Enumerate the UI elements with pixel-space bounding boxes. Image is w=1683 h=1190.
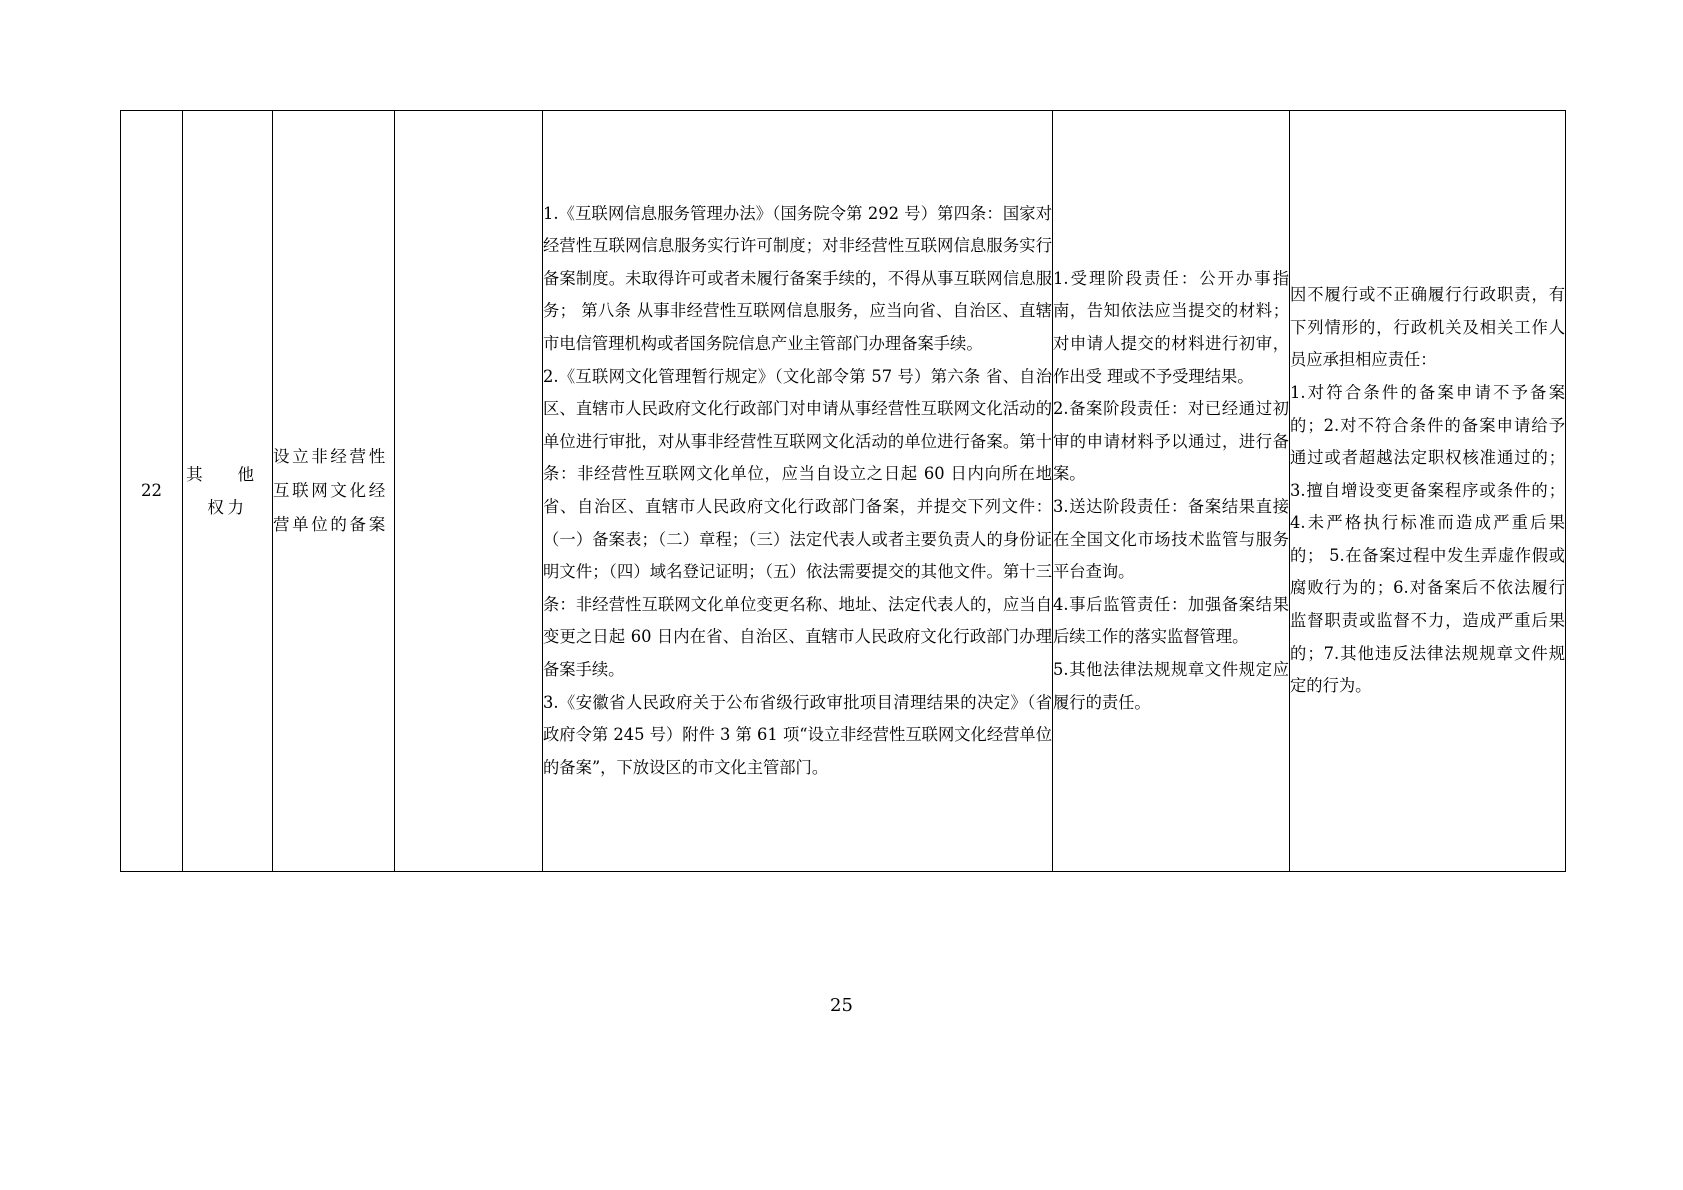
responsibility-paragraph: 3.送达阶段责任：备案结果直接在全国文化市场技术监管与服务平台查询。 [1053, 497, 1289, 582]
power-type-line-1: 其 他 [186, 465, 269, 484]
power-list-table [120, 110, 1566, 872]
responsibility-paragraph: 1.受理阶段责任：公开办事指南，告知依法应当提交的材料；对申请人提交的材料进行初审，作出受 理或不予受理结果。 [1053, 268, 1289, 386]
cell-item-name: 设立非经营性互联网文化经营单位的备案 [273, 111, 395, 872]
cell-responsibilities [1053, 111, 1290, 872]
cell-serial-number: 22 [121, 111, 183, 872]
power-type-line-2: 权力 [207, 498, 248, 517]
responsibility-paragraph: 5.其他法律法规规章文件规定应履行的责任。 [1053, 659, 1289, 712]
table-row [121, 111, 1566, 872]
accountability-paragraph: 因不履行或不正确履行行政职责，有下列情形的，行政机关及相关工作人员应承担相应责任： [1290, 285, 1565, 370]
accountability-paragraph: 1.对符合条件的备案申请不予备案的；2.对不符合条件的备案申请给予通过或者超越法定职权核准通过的； 3.擅自增设变更备案程序或条件的；4.未严格执行标准而造成严重后果的； 5.在备案过程中发生弄虚作假或腐败行为的；6.对备案后不依法履行监督职责或监督不力，造成严重后果的；7.其他违反法律法规规章文件规定的行为。 [1290, 382, 1565, 696]
responsibility-paragraph: 2.备案阶段责任：对已经通过初审的申请材料予以通过，进行备案。 [1053, 399, 1289, 484]
legal-basis-paragraph: 2.《互联网文化管理暂行规定》（文化部令第 57 号）第六条 省、自治区、直辖市人民政府文化行政部门对申请从事经营性互联网文化活动的单位进行审批，对从事非经营性互联网文化活动的单位进行备案。第十条：非经营性互联网文化单位，应当自设立之日起 60 日内向所在地省、自治区、直辖市人民政府文化行政部门备案，并提交下列文件：（一）备案表；（二）章程；（三）法定代表人或者主要负责人的身份证明文件；（四）域名登记证明；（五）依法需要提交的其他文件。第十三条：非经营性互联网文化单位变更名称、地址、法定代表人的，应当自变更之日起 60 日内在省、自治区、直辖市人民政府文化行政部门办理备案手续。 [543, 366, 1052, 679]
cell-accountability [1290, 111, 1566, 872]
cell-empty-column [395, 111, 543, 872]
responsibility-paragraph: 4.事后监管责任：加强备案结果后续工作的落实监督管理。 [1053, 594, 1289, 647]
legal-basis-paragraph: 3.《安徽省人民政府关于公布省级行政审批项目清理结果的决定》（省政府令第 245 号）附件 3 第 61 项“设立非经营性互联网文化经营单位的备案”，下放设区的市文化主管部门。 [543, 692, 1052, 777]
cell-legal-basis [543, 111, 1053, 872]
legal-basis-paragraph: 1.《互联网信息服务管理办法》（国务院令第 292 号）第四条：国家对经营性互联网信息服务实行许可制度；对非经营性互联网信息服务实行备案制度。未取得许可或者未履行备案手续的，不得从事互联网信息服务； 第八条 从事非经营性互联网信息服务，应当向省、自治区、直辖市电信管理机构或者国务院信息产业主管部门办理备案手续。 [543, 203, 1052, 354]
cell-power-type [183, 111, 273, 872]
page-number: 25 [830, 995, 853, 1016]
